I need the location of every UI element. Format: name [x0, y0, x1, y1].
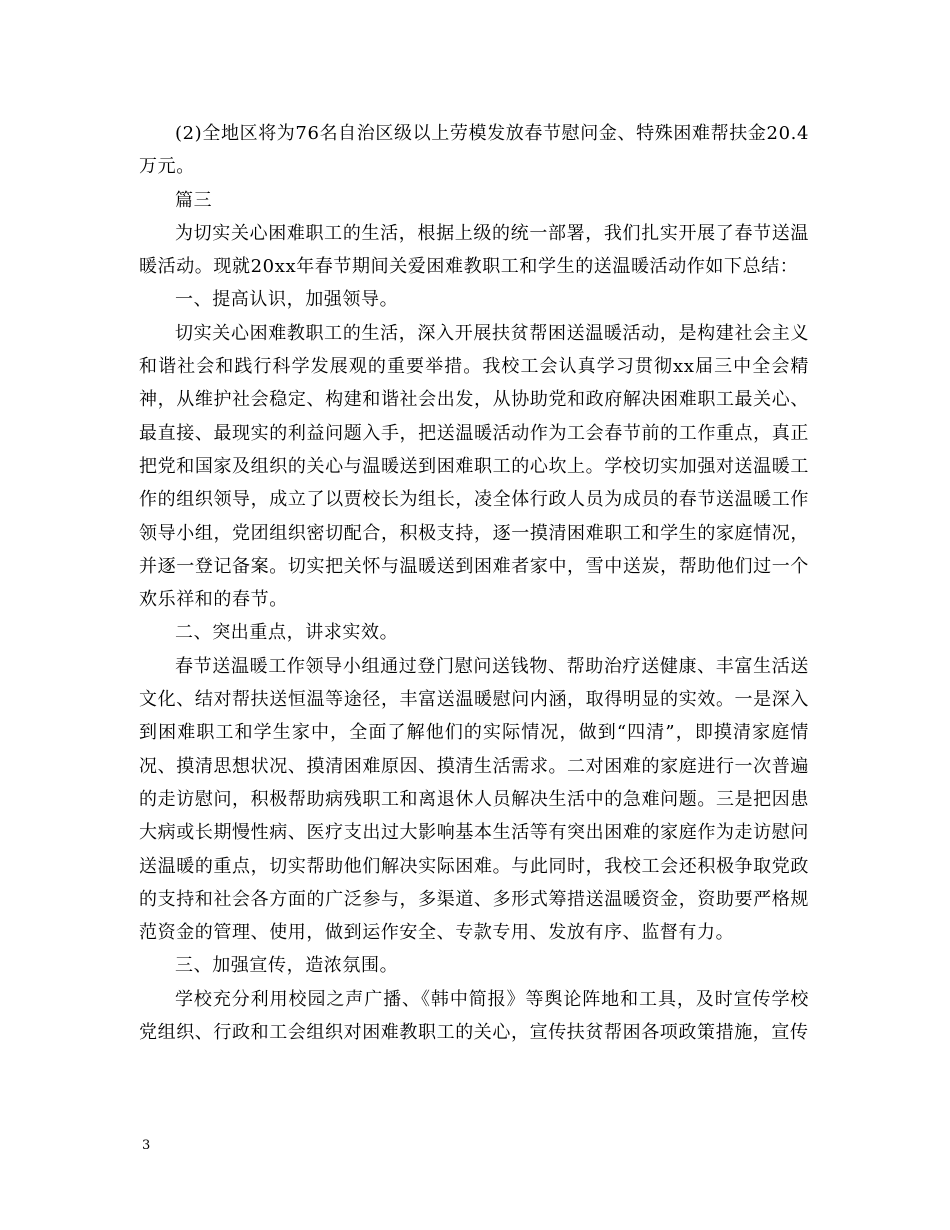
section-heading-part-three: 篇三 [175, 189, 213, 211]
heading-raise-awareness: 一、提高认识，加强领导。 [175, 289, 399, 311]
paragraph-publicity: 学校充分利用校园之声广播、《韩中简报》等舆论阵地和工具，及时宣传学校党组织、行政和工会组织对困难教职工的关心，宣传扶贫帮困各项政策措施，宣传 [139, 988, 809, 1044]
paragraph-labor-model-funds: (2)全地区将为76名自治区级以上劳模发放春节慰问金、特殊困难帮扶金20.4万元。 [139, 123, 809, 178]
paragraph-intro: 为切实关心困难职工的生活，根据上级的统一部署，我们扎实开展了春节送温暖活动。现就20xx年春节期间关爱困难教职工和学生的送温暖活动作如下总结： [139, 222, 809, 278]
paragraph-leadership: 切实关心困难教职工的生活，深入开展扶贫帮困送温暖活动，是构建社会主义和谐社会和践行科学发展观的重要举措。我校工会认真学习贯彻xx届三中全会精神，从维护社会稳定、构建和谐社会出发，从协助党和政府解决困难职工最关心、最直接、最现实的利益问题入手，把送温暖活动作为工会春节前的工作重点，真正把党和国家及组织的关心与温暖送到困难职工的心坎上。学校切实加强对送温暖工作的组织领导，成立了以贾校长为组长，凌全体行政人员为成员的春节送温暖工作领导小组，党团组织密切配合，积极支持，逐一摸清困难职工和学生的家庭情况，并逐一登记备案。切实把关怀与温暖送到困难者家中，雪中送炭，帮助他们过一个欢乐祥和的春节。 [139, 322, 809, 611]
heading-publicity: 三、加强宣传，造浓氛围。 [175, 955, 399, 977]
heading-highlight-priorities: 二、突出重点，讲求实效。 [175, 622, 399, 644]
page-number: 3 [142, 1138, 151, 1153]
document-body [139, 117, 809, 1049]
paragraph-priorities: 春节送温暖工作领导小组通过登门慰问送钱物、帮助治疗送健康、丰富生活送文化、结对帮扶送恒温等途径，丰富送温暖慰问内涵，取得明显的实效。一是深入到困难职工和学生家中，全面了解他们的实际情况，做到“四清”，即摸清家庭情况、摸清思想状况、摸清困难原因、摸清生活需求。二对困难的家庭进行一次普遍的走访慰问，积极帮助病残职工和离退休人员解决生活中的急难问题。三是把因患大病或长期慢性病、医疗支出过大影响基本生活等有突出困难的家庭作为走访慰问送温暖的重点，切实帮助他们解决实际困难。与此同时，我校工会还积极争取党政的支持和社会各方面的广泛参与，多渠道、多形式筹措送温暖资金，资助要严格规范资金的管理、使用，做到运作安全、专款专用、发放有序、监督有力。 [139, 655, 809, 944]
